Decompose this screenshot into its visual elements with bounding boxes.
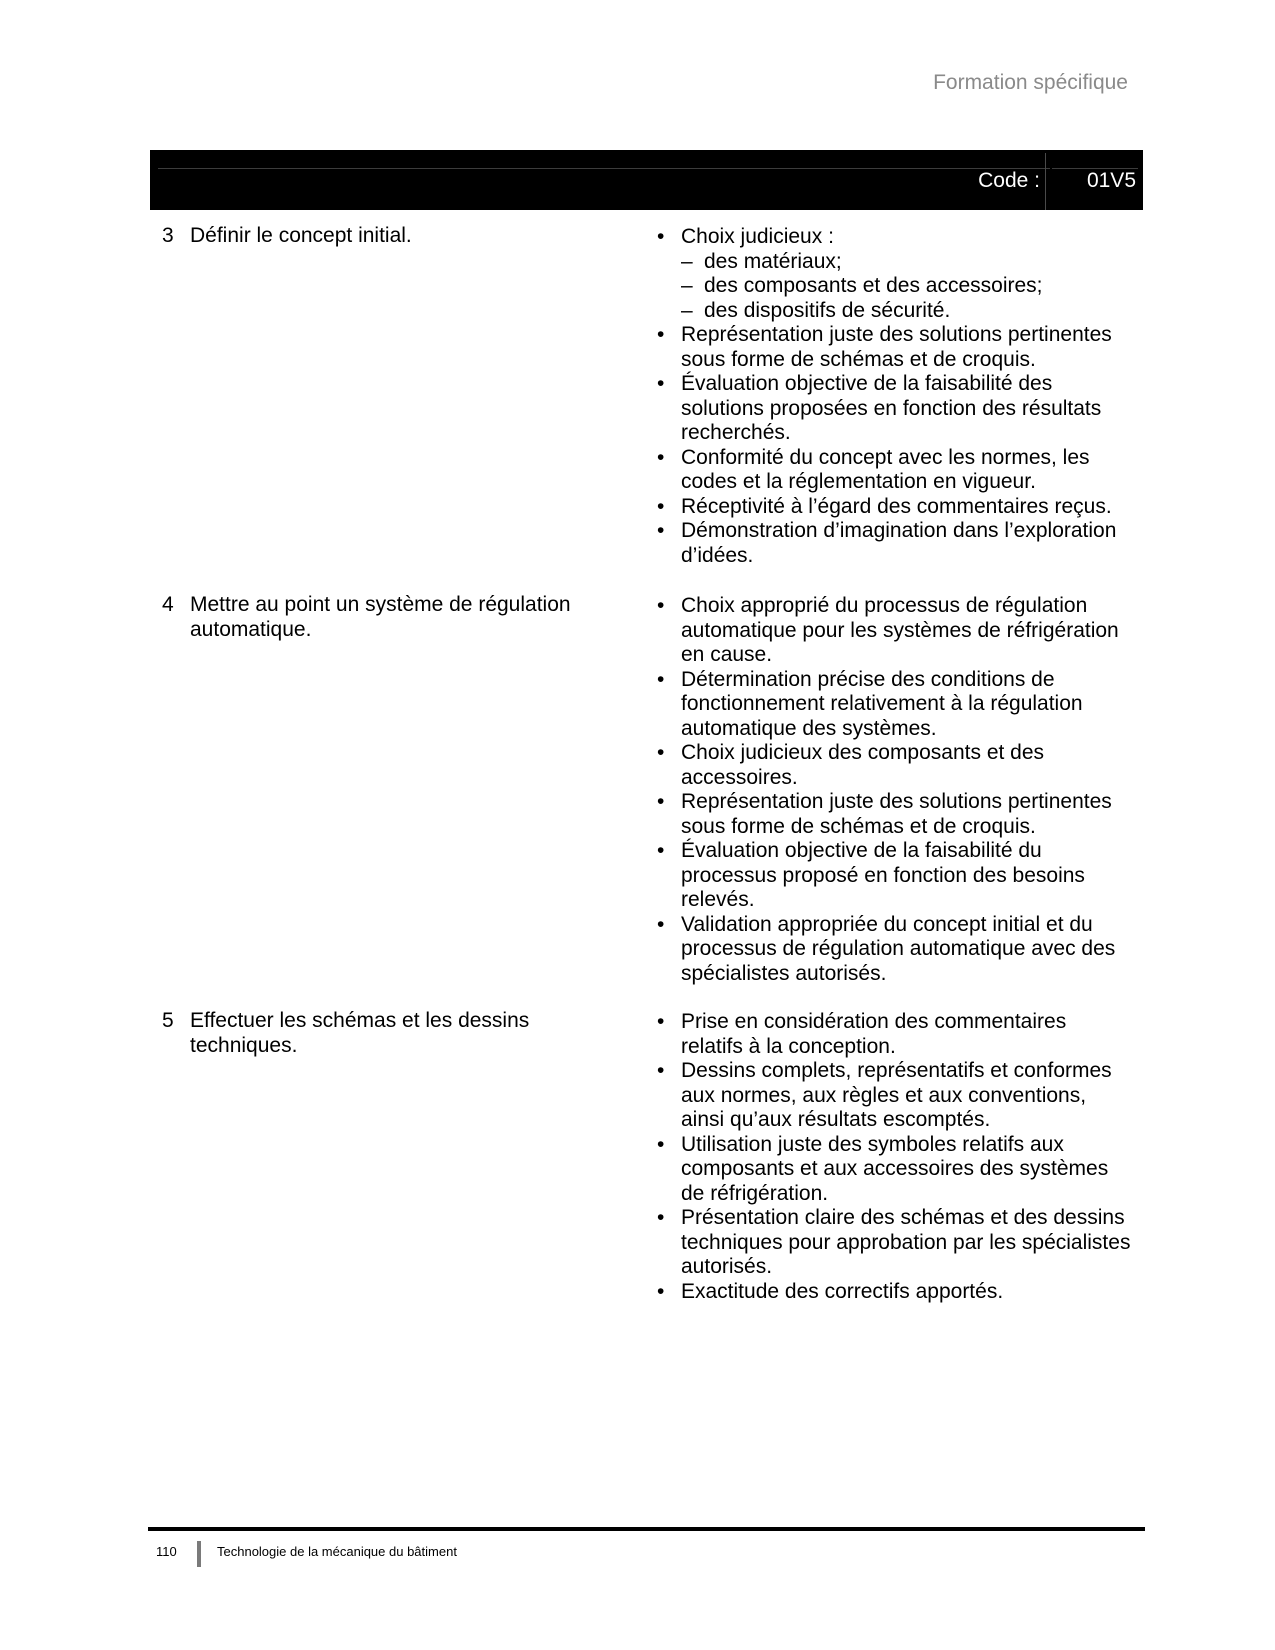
criteria-item [652,741,1132,790]
header-rule [158,168,1050,169]
step-4 [162,593,592,642]
criteria-item [652,323,1132,372]
criteria-sublist [681,250,1132,324]
bullet-icon: • [657,519,665,542]
criteria-text: Utilisation juste des symboles relatifs aux composants et aux accessoires des systèmes de réfrigération. [681,1132,1109,1205]
step-3 [162,224,592,249]
criteria-item [652,1010,1132,1059]
criteria-text: Détermination précise des conditions de fonctionnement relativement à la régulation automatique des systèmes. [681,667,1083,740]
criteria-text: Choix judicieux : [681,225,834,248]
criteria-text: Conformité du concept avec les normes, les codes et la réglementation en vigueur. [681,445,1090,493]
bullet-icon: • [657,1206,665,1229]
bullet-icon: • [657,1279,665,1303]
step-number: 3 [162,224,174,247]
criteria-item [652,594,1132,668]
criteria-item [652,446,1132,495]
criteria-item [652,1059,1132,1133]
step-text: Mettre au point un système de régulation automatique. [190,593,571,641]
dash-icon: – [681,249,693,273]
step-text: Définir le concept initial. [190,224,412,247]
criteria-item [652,225,1132,323]
criteria-item [652,1206,1132,1280]
criteria-text: Démonstration d’imagination dans l’exploration d’idées. [681,519,1117,567]
criteria-text: Prise en considération des commentaires relatifs à la conception. [681,1010,1067,1058]
criteria-text: Présentation claire des schémas et des dessins techniques pour approbation par les spécialistes autorisés. [681,1206,1131,1278]
criteria-text: Exactitude des correctifs apportés. [681,1279,1004,1303]
criteria-item [652,372,1132,446]
bullet-icon: • [657,445,665,469]
bullet-icon: • [657,1010,665,1033]
criteria-text: Évaluation objective de la faisabilité des solutions proposées en fonction des résultats recherchés. [681,372,1102,444]
bullet-icon: • [657,323,665,346]
bullet-icon: • [657,741,665,764]
bullet-icon: • [657,1132,665,1156]
criteria-item [652,790,1132,839]
header-divider [1045,153,1046,210]
criteria-item [652,839,1132,913]
criteria-subitem [681,274,1132,299]
criteria-text: Évaluation objective de la faisabilité du processus proposé en fonction des besoins relevés. [681,839,1085,911]
criteria-list-5 [652,1010,1132,1304]
bullet-icon: • [657,667,665,691]
bullet-icon: • [657,790,665,813]
criteria-text: Validation appropriée du concept initial et du processus de régulation automatique avec des spécialistes autorisés. [681,912,1116,985]
document-title: Technologie de la mécanique du bâtiment [217,1544,457,1559]
criteria-subtext: des dispositifs de sécurité. [704,298,951,322]
criteria-text: Représentation juste des solutions pertinentes sous forme de schémas et de croquis. [681,790,1112,838]
bullet-icon: • [657,1059,665,1082]
code-header-bar [150,150,1143,210]
bullet-icon: • [657,839,665,862]
criteria-item [652,1133,1132,1207]
running-head: Formation spécifique [933,71,1128,94]
criteria-item [652,495,1132,520]
criteria-text: Choix approprié du processus de régulation automatique pour les systèmes de réfrigération en cause. [681,594,1119,666]
criteria-item [652,668,1132,742]
bullet-icon: • [657,494,665,518]
criteria-item [652,913,1132,987]
criteria-item [652,519,1132,568]
code-label: Code : [978,169,1040,192]
footer-rule [148,1527,1145,1531]
dash-icon: – [681,274,693,297]
page-number: 110 [156,1544,177,1559]
criteria-text: Représentation juste des solutions pertinentes sous forme de schémas et de croquis. [681,323,1112,371]
criteria-list-4 [652,594,1132,986]
step-text: Effectuer les schémas et les dessins techniques. [190,1009,530,1057]
criteria-subtext: des composants et des accessoires; [704,274,1043,297]
criteria-list-3 [652,225,1132,568]
step-5 [162,1009,592,1058]
footer-separator [197,1541,201,1567]
step-number: 5 [162,1009,174,1032]
bullet-icon: • [657,372,665,395]
criteria-subitem [681,250,1132,275]
criteria-subtext: des matériaux; [704,249,842,273]
criteria-text: Dessins complets, représentatifs et conformes aux normes, aux règles et aux conventions, ainsi qu’aux résultats escomptés. [681,1059,1112,1131]
criteria-subitem [681,299,1132,324]
dash-icon: – [681,298,693,322]
code-value: 01V5 [1086,169,1136,192]
bullet-icon: • [657,912,665,936]
criteria-text: Réceptivité à l’égard des commentaires reçus. [681,494,1112,518]
bullet-icon: • [657,594,665,617]
criteria-text: Choix judicieux des composants et des accessoires. [681,741,1045,789]
criteria-item [652,1280,1132,1305]
bullet-icon: • [657,225,665,248]
step-number: 4 [162,593,174,616]
